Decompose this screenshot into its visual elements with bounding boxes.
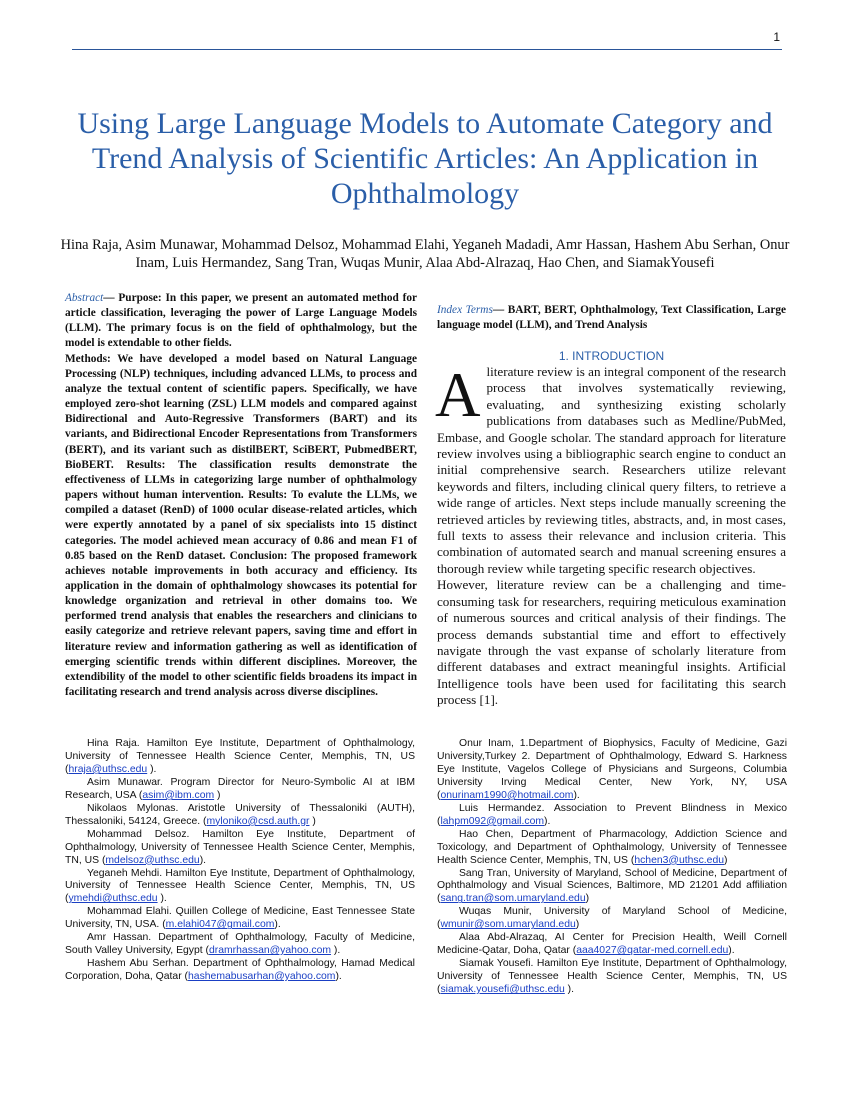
author-list: Hina Raja, Asim Munawar, Mohammad Delsoz, Mohammad Elahi, Yeganeh Madadi, Amr Hassan, Hashem Abu Serhan, Onur Inam, Luis Hermandez, Sang Tran, Wuqas Munir, Alaa Abd-Alrazaq, Hao Chen, and SiamakYousefi (60, 237, 790, 271)
index-terms (437, 303, 786, 333)
introduction-paragraph-1-text: literature review is an integral component of the research process that involves systematically reviewing, evaluating, and synthesizing existing scholarly publications from databases such as Medline/PubMed, Embase, and Google scholar. The standard approach for literature review involves using a bibliographic search engine to conduct an initial comprehensive search. Researchers utilize relevant keywords and filters, including clinical query filters, to retrieve a wide range of articles. Next steps include manually screening the retrieved articles by reviewing titles, abstracts, and, in most cases, full texts to assess their relevance and inclusion criteria. This combination of automated search and manual screening ensures a thorough review while targeting specific research objectives. (437, 364, 786, 576)
abstract-paragraph-2: Methods: We have developed a model based on Natural Language Processing (NLP) techniques, including advanced LLMs, to process and analyze the textual content of scientific papers. Specifically, we have employed zero-shot learning (ZSL) LLM models and compared against Bidirectional and Auto-Regressive Transformers (BART) and its variants, and Bidirectional Encoder Representations from Transformers (BERT), and its variant such as distilBERT, SciBERT, PubmedBERT, BioBERT. Results: The classification results demonstrate the effectiveness of LLMs in categorizing large number of ophthalmology papers without human intervention. Results: To evalute the LLMs, we compiled a dataset (RenD) of 1000 ocular disease-related articles, which were expertly annotated by a panel of six specialists into 15 distinct categories. The model achieved mean accuracy of 0.86 and mean F1 of 0.85 based on the RenD dataset. Conclusion: The proposed framework achieves notable improvements in both accuracy and efficiency. Its application in the domain of ophthalmology showcases its potential for knowledge organization and retrieval in other domains too. We performed trend analysis that enables the researchers and clinicians to easily categorize and retrieve relevant papers, saving time and effort in literature review and information gathering as well as identification of emerging scientific trends within different disciplines. Moreover, the extendibility of the model to other scientific fields broadens its impact in facilitating research and trend analysis across diverse disciplines. (65, 352, 417, 699)
page-number: 1 (773, 30, 780, 44)
affiliation-suffix: ). (274, 919, 281, 931)
header-rule (72, 49, 782, 50)
affiliation-text: Alaa Abd-Alrazaq, AI Center for Precision Health, Weill Cornell Medicine-Qatar, Doha, Qatar ( (437, 932, 787, 957)
abstract-label: Abstract (65, 292, 104, 304)
affiliation-item (65, 906, 415, 932)
abstract-purpose-text: — Purpose: In this paper, we present an automated method for article classification, leveraging the power of Large Language Models (LLM). The primary focus is on the field of ophthalmology, but the model is extendable to other fields. (65, 292, 417, 350)
affiliation-item (65, 738, 415, 777)
affiliation-suffix: ) (585, 893, 590, 905)
affiliation-text: Sang Tran, University of Maryland, School of Medicine, Department of Ophthalmology and Visual Sciences, Baltimore, MD 21201 Add affiliation ( (437, 867, 787, 905)
affiliation-item (437, 958, 787, 997)
affiliation-suffix: ). (335, 971, 342, 983)
email-link[interactable]: onurinam1990@hotmail.com (440, 789, 574, 801)
affiliation-suffix: ). (544, 815, 551, 827)
affiliation-item (437, 932, 787, 958)
affiliation-item (65, 777, 415, 803)
affiliation-text: Luis Hermandez. Association to Prevent Blindness in Mexico ( (437, 802, 787, 827)
email-link[interactable]: mdelsoz@uthsc.edu (105, 854, 200, 866)
affiliations-left (65, 738, 415, 984)
email-link[interactable]: ymehdi@uthsc.edu (68, 893, 158, 905)
affiliation-text: Asim Munawar. Program Director for Neuro-Symbolic AI at IBM Research, USA ( (65, 776, 415, 801)
affiliation-text: Mohammad Elahi. Quillen College of Medicine, East Tennessee State University, TN, USA. ( (65, 906, 415, 931)
email-link[interactable]: myloniko@csd.auth.gr (206, 815, 310, 827)
affiliation-suffix: ) (575, 919, 580, 931)
affiliation-item (65, 868, 415, 907)
affiliation-item (65, 932, 415, 958)
paper-title: Using Large Language Models to Automate Category and Trend Analysis of Scientific Articles: An Application in Ophthalmology (77, 107, 773, 210)
index-terms-label: Index Terms (437, 304, 493, 316)
email-link[interactable]: m.elahi047@gmail.com (165, 919, 275, 931)
affiliations-right (437, 738, 787, 997)
affiliation-item (65, 958, 415, 984)
email-link[interactable]: dramrhassan@yahoo.com (209, 945, 332, 957)
affiliation-suffix: ) (214, 789, 221, 801)
introduction-body (435, 360, 786, 709)
affiliation-suffix: ). (157, 893, 167, 905)
introduction-heading: 1. INTRODUCTION (558, 349, 665, 363)
affiliation-suffix: ) (724, 854, 728, 866)
email-link[interactable]: sang.tran@som.umaryland.edu (440, 893, 586, 905)
affiliation-suffix: ). (728, 945, 735, 957)
email-link[interactable]: aaa4027@qatar-med.cornell.edu (576, 945, 729, 957)
email-link[interactable]: hashemabusarhan@yahoo.com (188, 971, 336, 983)
affiliation-item (437, 738, 787, 803)
introduction-paragraph-1 (435, 360, 786, 577)
affiliation-suffix: ) (309, 815, 316, 827)
email-link[interactable]: asim@ibm.com (142, 789, 215, 801)
affiliation-text: Hashem Abu Serhan. Department of Ophthalmology, Hamad Medical Corporation, Doha, Qatar ( (65, 958, 415, 983)
affiliation-item (65, 803, 415, 829)
affiliation-suffix: ). (564, 984, 575, 996)
affiliation-text: Hina Raja. Hamilton Eye Institute, Department of Ophthalmology, University of Tennessee Health Science Center, Memphis, TN, US ( (65, 738, 415, 775)
affiliation-text: Yeganeh Mehdi. Hamilton Eye Institute, Department of Ophthalmology, University of Tennessee Health Science Center, Memphis, TN, US ( (65, 867, 415, 905)
introduction-paragraph-2: However, literature review can be a challenging and time-consuming task for researchers, requiring meticulous examination of numerous sources and critical analysis of their findings. The process demands substantial time and effort to effectively navigate through the vast expanse of scholarly literature from different databases and extract meaningful insights. Artificial Intelligence tools have been used for facilitating this search process [1]. (437, 577, 786, 708)
affiliation-text: Siamak Yousefi. Hamilton Eye Institute, Department of Ophthalmology, University of Tennessee Health Science Center, Memphis, TN, US ( (437, 958, 787, 996)
affiliation-text: Amr Hassan. Department of Ophthalmology, Faculty of Medicine, South Valley University, Egypt ( (65, 932, 415, 957)
drop-cap: A (435, 360, 481, 430)
affiliation-item (437, 829, 787, 868)
affiliation-suffix: ). (147, 763, 157, 775)
affiliation-text: Wuqas Munir, University of Maryland School of Medicine, ( (437, 906, 787, 931)
affiliation-item (437, 906, 787, 932)
affiliation-item (437, 868, 787, 907)
email-link[interactable]: hraja@uthsc.edu (68, 763, 148, 775)
email-link[interactable]: siamak.yousefi@uthsc.edu (440, 984, 565, 996)
email-link[interactable]: wmunir@som.umaryland.edu (440, 919, 576, 931)
email-link[interactable]: lahpm092@gmail.com (440, 815, 544, 827)
affiliation-text: Hao Chen, Department of Pharmacology, Addiction Science and Toxicology, and Department of Ophthalmology, University of Tennessee Health Science Center, Memphis, TN, US ( (437, 828, 787, 866)
affiliation-suffix: ). (199, 854, 207, 866)
abstract (65, 291, 417, 700)
affiliation-suffix: ). (331, 945, 341, 957)
email-link[interactable]: hchen3@uthsc.edu (634, 854, 725, 866)
index-terms-text: — BART, BERT, Ophthalmology, Text Classification, Large language model (LLM), and Trend Analysis (437, 304, 786, 332)
affiliation-text: Mohammad Delsoz. Hamilton Eye Institute, Department of Ophthalmology, University of Tennessee Health Science Center, Memphis, TN, US ( (65, 828, 415, 866)
affiliation-item (65, 829, 415, 868)
affiliation-suffix: ). (573, 789, 580, 801)
abstract-paragraph-1 (65, 291, 417, 352)
affiliation-text: Nikolaos Mylonas. Aristotle University of Thessaloniki (AUTH), Thessaloniki, 54124, Greece. ( (65, 802, 415, 827)
affiliation-text: Onur Inam, 1.Department of Biophysics, Faculty of Medicine, Gazi University,Turkey 2. Department of Ophthalmology, Edward S. Harkness Eye Institute, Vagelos College of Physicians and Surgeons, Columbia University Irving Medical Center, New York, NY, USA ( (437, 738, 787, 801)
affiliation-item (437, 803, 787, 829)
